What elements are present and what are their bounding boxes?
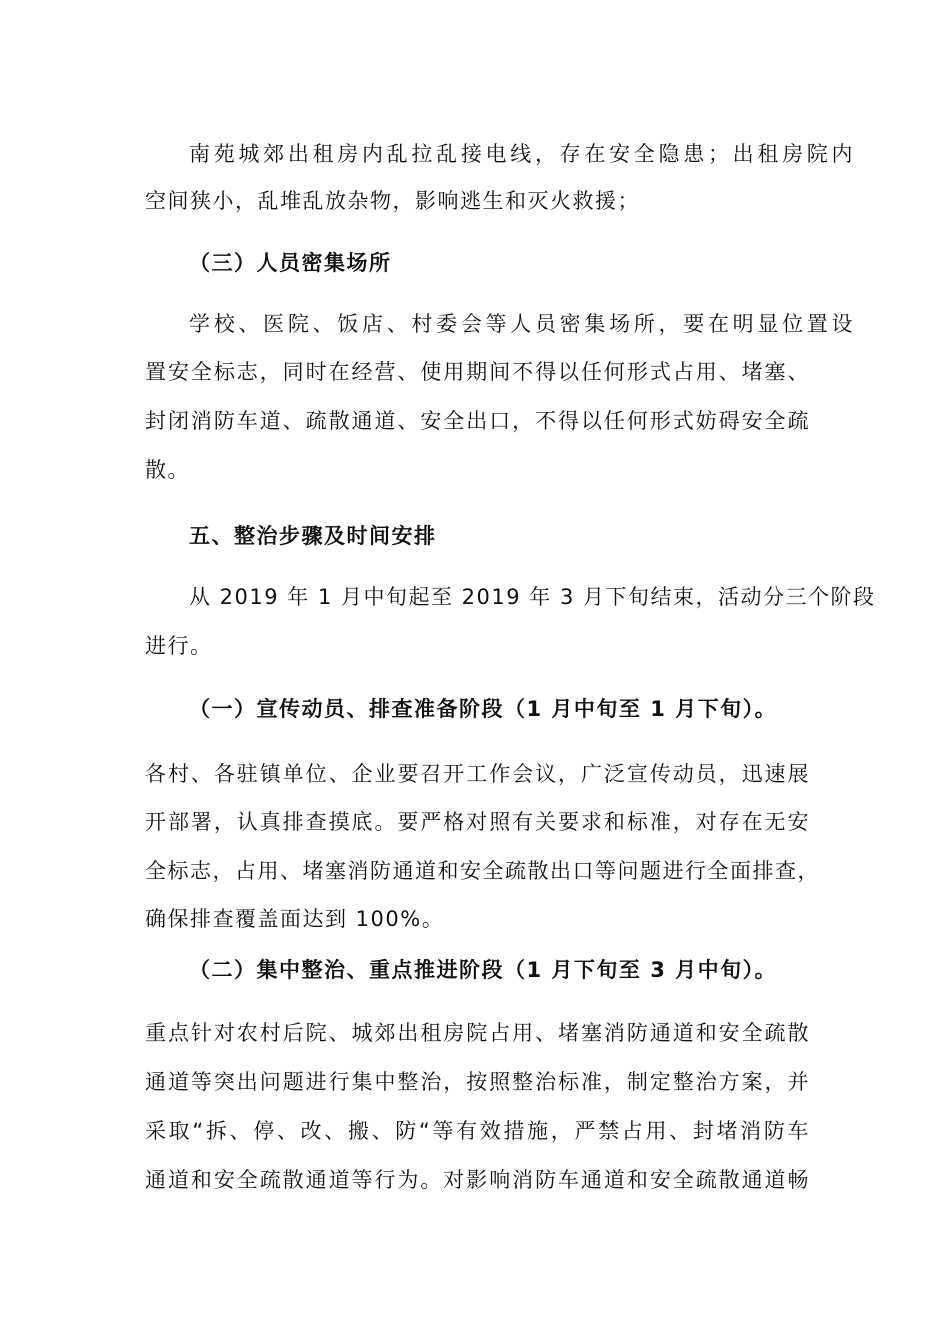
section-heading: 五、整治步骤及时间安排 [189, 524, 437, 548]
paragraph-line: 重点针对农村后院、城郊出租房院占用、堵塞消防通道和安全疏散 [145, 1021, 810, 1045]
paragraph-line: 学校、医院、饭店、村委会等人员密集场所，要在明显位置设 [189, 312, 854, 336]
paragraph-line: 全标志，占用、堵塞消防通道和安全疏散出口等问题进行全面排查， [145, 859, 820, 883]
paragraph-line: 南苑城郊出租房内乱拉乱接电线，存在安全隐患；出租房院内 [189, 142, 854, 166]
section-heading: （二）集中整治、重点推进阶段（1 月下旬至 3 月中旬）。 [189, 958, 778, 982]
paragraph-line: 空间狭小，乱堆乱放杂物，影响逃生和灭火救援； [145, 189, 640, 213]
section-heading: （三）人员密集场所 [189, 251, 392, 275]
paragraph-line: 进行。 [145, 634, 213, 658]
paragraph-line: 散。 [145, 458, 190, 482]
paragraph-line: 从 2019 年 1 月中旬起至 2019 年 3 月下旬结束，活动分三个阶段 [189, 585, 876, 609]
paragraph-line: 通道等突出问题进行集中整治，按照整治标准，制定整治方案，并 [145, 1070, 810, 1094]
paragraph-line: 确保排查覆盖面达到 100%。 [145, 907, 445, 931]
section-heading: （一）宣传动员、排查准备阶段（1 月中旬至 1 月下旬）。 [189, 697, 778, 721]
paragraph-line: 开部署，认真排查摸底。要严格对照有关要求和标准，对存在无安 [145, 810, 810, 834]
paragraph-line: 封闭消防车道、疏散通道、安全出口，不得以任何形式妨碍安全疏 [145, 409, 810, 433]
paragraph-line: 通道和安全疏散通道等行为。对影响消防车通道和安全疏散通道畅 [145, 1168, 810, 1192]
paragraph-line: 各村、各驻镇单位、企业要召开工作会议，广泛宣传动员，迅速展 [145, 762, 810, 786]
paragraph-line: 置安全标志，同时在经营、使用期间不得以任何形式占用、堵塞、 [145, 360, 810, 384]
paragraph-line: 采取“拆、停、改、搬、防“等有效措施，严禁占用、封堵消防车 [145, 1119, 810, 1143]
